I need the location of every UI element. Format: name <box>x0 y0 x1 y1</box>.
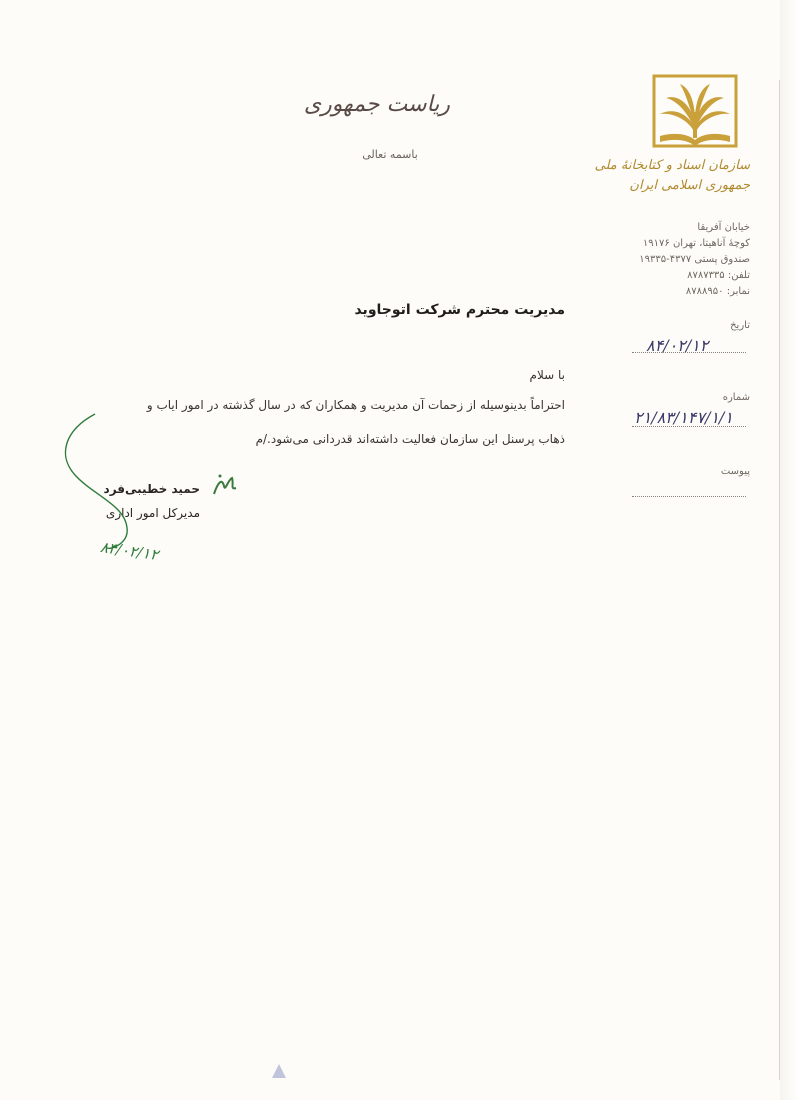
number-label: شماره <box>722 392 750 403</box>
address-phone: تلفن: ۸۷۸۷۳۳۵ <box>687 270 750 281</box>
signatory-title: مدیرکل امور اداری <box>105 506 200 520</box>
greeting-text: با سلام <box>529 368 565 382</box>
attachment-line <box>632 496 746 497</box>
attachment-label: پیوست <box>720 466 750 477</box>
date-value: ۸۴/۰۲/۱۲ <box>646 336 709 355</box>
date-line <box>632 352 746 353</box>
number-line <box>632 426 746 427</box>
ink-mark-icon <box>268 1060 290 1082</box>
organization-name-line1: سازمان اسناد و کتابخانهٔ ملی <box>594 158 750 173</box>
number-value: ۲۱/۸۳/۱۴۷/۱/۱ <box>634 408 733 427</box>
address-alley: کوچهٔ آناهیتا، تهران ۱۹۱۷۶ <box>642 238 750 249</box>
bismihi-text: باسمه تعالی <box>362 148 418 161</box>
address-fax: نمابر: ۸۷۸۸۹۵۰ <box>685 286 750 297</box>
presidency-heading: ریاست جمهوری <box>303 92 450 117</box>
recipient-line: مدیریت محترم شرکت اتوجاوید <box>354 302 565 318</box>
body-line-1: احتراماً بدینوسیله از زحمات آن مدیریت و همکاران که در سال گذشته در امور ایاب و <box>146 398 565 412</box>
address-pobox: صندوق پستی ۴۳۷۷-۱۹۳۳۵ <box>639 254 750 265</box>
page-edge <box>780 0 800 1100</box>
signature-initials-icon <box>210 472 240 500</box>
book-tree-logo-icon <box>650 72 740 154</box>
handwritten-date-note: ۸۴/۰۲/۱۲ <box>99 538 160 564</box>
date-label: تاریخ <box>730 320 750 331</box>
body-line-2: ذهاب پرسنل این سازمان فعالیت داشته‌اند قدردانی می‌شود./م <box>255 432 565 446</box>
signatory-name: حمید خطیبی‌فرد <box>103 482 200 496</box>
address-street: خیابان آفریقا <box>697 222 750 233</box>
organization-name-line2: جمهوری اسلامی ایران <box>629 178 750 193</box>
